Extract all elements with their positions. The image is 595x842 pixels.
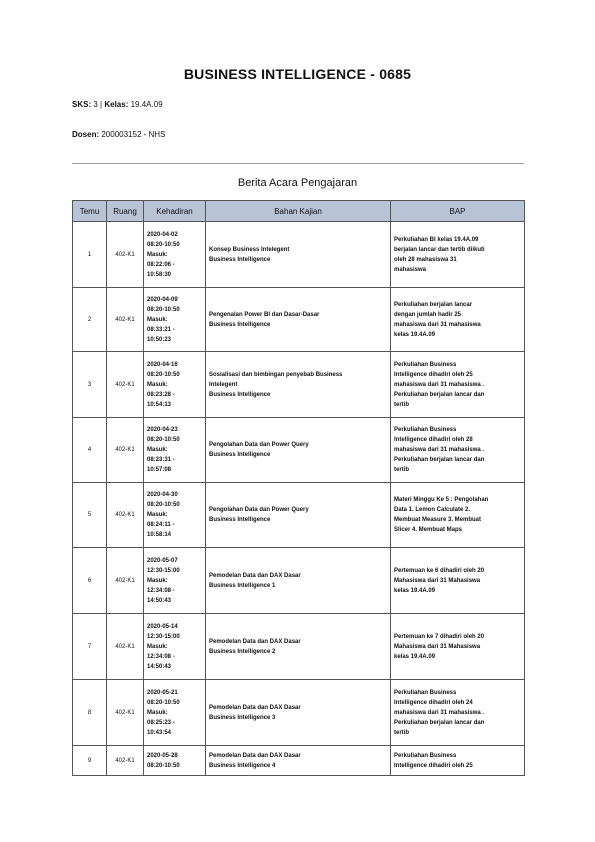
- kehadiran-line: 12:30-15:00: [147, 633, 180, 640]
- bap-line: Mahasiswa dari 31 Mahasiswa: [394, 577, 481, 584]
- page-title: BUSINESS INTELLIGENCE - 0685: [183, 66, 412, 82]
- divider: [72, 163, 524, 164]
- kehadiran-line: Masuk:: [147, 447, 168, 453]
- bap-line: mahasiswa: [394, 266, 427, 273]
- cell-bahan-kajian: [206, 680, 391, 746]
- bap-line: Perkuliahan Business: [394, 427, 457, 433]
- kehadiran-line: Masuk:: [147, 643, 168, 650]
- cell-bahan-kajian: [206, 288, 391, 352]
- bap-line: mahasiswa dari 31 mahasiswa .: [394, 381, 485, 388]
- kehadiran-line: 2020-05-14: [147, 623, 178, 630]
- kehadiran-line: Masuk:: [147, 709, 168, 716]
- separator: |: [100, 100, 103, 109]
- cell-ruang: 402-K1: [107, 222, 144, 288]
- cell-kehadiran: [144, 614, 206, 680]
- bahan-kajian-line: Business Intelligence 2: [209, 648, 276, 655]
- kehadiran-line: 2020-04-09: [147, 296, 178, 303]
- kehadiran-line: 10:50:23: [147, 336, 172, 343]
- cell-bap: [391, 548, 525, 614]
- table-row: [73, 746, 525, 776]
- bahan-kajian-line: Business Intelligence: [209, 391, 271, 398]
- cell-bap: [391, 288, 525, 352]
- cell-bahan-kajian: [206, 614, 391, 680]
- cell-bahan-kajian: [206, 548, 391, 614]
- kehadiran-line: 08:20-10:50: [147, 241, 180, 248]
- bahan-kajian-line: Sosialisasi dan bimbingan penyebab Business: [209, 371, 343, 378]
- cell-bahan-kajian: [206, 418, 391, 483]
- kehadiran-line: 10:58:14: [147, 532, 172, 538]
- cell-kehadiran: [144, 288, 206, 352]
- kehadiran-line: 2020-04-16: [147, 361, 178, 368]
- bahan-kajian-line: Business Intelligence: [209, 517, 271, 523]
- cell-kehadiran: [144, 680, 206, 746]
- bap-line: tertib: [394, 401, 409, 408]
- kehadiran-line: 08:20-10:50: [147, 371, 180, 378]
- bahan-kajian-line: Pemodelan Data dan DAX Dasar: [209, 638, 301, 645]
- bap-line: Intelligence dihadiri oleh 24: [394, 699, 473, 706]
- cell-ruang: 402-K1: [107, 483, 144, 548]
- kehadiran-line: 2020-05-21: [147, 689, 178, 696]
- kehadiran-line: 12:34:08 -: [147, 653, 175, 660]
- header-bahan-kajian: Bahan Kajian: [206, 201, 391, 222]
- table-row: [73, 288, 525, 352]
- cell-temu: 8: [73, 680, 107, 746]
- bahan-kajian-line: Pengolahan Data dan Power Query: [209, 442, 309, 448]
- cell-temu: 2: [73, 288, 107, 352]
- bap-line: kelas 19.4A.09: [394, 331, 436, 338]
- dosen-value: 200003152 - NHS: [101, 130, 166, 139]
- bahan-kajian-line: Pengenalan Power BI dan Dasar-Dasar: [209, 311, 320, 318]
- table-row: [73, 222, 525, 288]
- cell-ruang: 402-K1: [107, 614, 144, 680]
- bahan-kajian-line: Intelegent: [209, 381, 238, 388]
- cell-bahan-kajian: [206, 483, 391, 548]
- cell-ruang: 402-K1: [107, 288, 144, 352]
- kehadiran-line: 08:24:11 -: [147, 522, 175, 528]
- kehadiran-line: 10:57:08: [147, 467, 172, 473]
- kehadiran-line: Masuk:: [147, 512, 168, 518]
- bahan-kajian-line: Konsep Business Intelegent: [209, 246, 290, 253]
- cell-kehadiran: [144, 746, 206, 776]
- kehadiran-line: 10:43:54: [147, 729, 172, 736]
- table-row: [73, 418, 525, 483]
- dosen-label: Dosen:: [72, 130, 100, 139]
- kehadiran-line: 10:54:13: [147, 401, 172, 408]
- bahan-kajian-line: Business Intelligence: [209, 256, 271, 263]
- kehadiran-line: Masuk:: [147, 316, 168, 323]
- header-temu: Temu: [73, 201, 107, 222]
- cell-kehadiran: [144, 352, 206, 418]
- kehadiran-line: 08:20-10:50: [147, 502, 180, 508]
- kehadiran-line: 2020-05-28: [147, 752, 178, 759]
- cell-ruang: 402-K1: [107, 352, 144, 418]
- kehadiran-line: 12:34:08 -: [147, 587, 175, 594]
- kehadiran-line: 08:33:21 -: [147, 326, 175, 333]
- cell-bap: [391, 614, 525, 680]
- cell-ruang: 402-K1: [107, 680, 144, 746]
- cell-bahan-kajian: [206, 352, 391, 418]
- kehadiran-line: 08:22:06 -: [147, 261, 175, 268]
- bap-line: Perkuliahan berjalan lancar: [394, 301, 473, 308]
- bap-line: mahasiswa dari 31 mahasiswa .: [394, 709, 485, 716]
- bahan-kajian-line: Pemodelan Data dan DAX Dasar: [209, 572, 301, 579]
- table-body: [73, 222, 525, 776]
- bap-line: oleh 28 mahasiswa 31: [394, 256, 457, 263]
- bahan-kajian-line: Business Intelligence: [209, 321, 271, 328]
- header-ruang: Ruang: [107, 201, 144, 222]
- cell-kehadiran: [144, 483, 206, 548]
- cell-bap: [391, 222, 525, 288]
- cell-ruang: 402-K1: [107, 418, 144, 483]
- cell-bap: [391, 418, 525, 483]
- header-bap: BAP: [391, 201, 525, 222]
- cell-bap: [391, 483, 525, 548]
- bap-line: kelas 19.4A.09: [394, 587, 436, 594]
- bap-line: tertib: [394, 729, 409, 736]
- kehadiran-line: 2020-04-23: [147, 427, 178, 433]
- cell-bahan-kajian: [206, 222, 391, 288]
- bap-line: Perkuliahan berjalan lancar dan: [394, 457, 485, 463]
- table-header-row: [73, 201, 525, 222]
- kehadiran-line: 08:25:23 -: [147, 719, 175, 726]
- bahan-kajian-line: Pemodelan Data dan DAX Dasar: [209, 752, 301, 759]
- bap-line: tertib: [394, 467, 409, 473]
- bahan-kajian-line: Business Intelligence 3: [209, 714, 276, 721]
- kehadiran-line: 08:23:28 -: [147, 391, 175, 398]
- bahan-kajian-line: Business Intelligence 1: [209, 582, 276, 589]
- kehadiran-line: 12:30-15:00: [147, 567, 180, 574]
- kehadiran-line: 10:58:30: [147, 271, 172, 278]
- kehadiran-line: Masuk:: [147, 381, 168, 388]
- sks-label: SKS:: [72, 100, 92, 109]
- bahan-kajian-line: Business Intelligence: [209, 452, 271, 458]
- bap-line: mahasiswa dari 31 mahasiswa .: [394, 447, 485, 453]
- bap-line: Perkuliahan berjalan lancar dan: [394, 391, 485, 398]
- cell-ruang: 402-K1: [107, 746, 144, 776]
- cell-temu: 5: [73, 483, 107, 548]
- bahan-kajian-line: Pengolahan Data dan Power Query: [209, 507, 309, 513]
- header-kehadiran: Kehadiran: [144, 201, 206, 222]
- bap-line: mahasiswa dari 31 mahasiswa: [394, 321, 481, 328]
- table-row: [73, 548, 525, 614]
- sks-value: 3: [93, 100, 98, 109]
- bap-line: Mahasiswa dari 31 Mahasiswa: [394, 643, 481, 650]
- cell-temu: 7: [73, 614, 107, 680]
- table-row: [73, 352, 525, 418]
- table-row: [73, 614, 525, 680]
- cell-bap: [391, 680, 525, 746]
- bahan-kajian-line: Business Intelligence 4: [209, 762, 276, 769]
- cell-ruang: 402-K1: [107, 548, 144, 614]
- course-info: [72, 100, 163, 109]
- kehadiran-line: 08:23:31 -: [147, 457, 175, 463]
- kelas-label: Kelas:: [104, 100, 129, 109]
- bap-line: Intelligence dihadiri oleh 25: [394, 371, 473, 378]
- kehadiran-line: 2020-04-02: [147, 231, 178, 238]
- kehadiran-line: 14:50:43: [147, 597, 172, 604]
- cell-kehadiran: [144, 548, 206, 614]
- bap-line: kelas 19.4A.09: [394, 653, 436, 660]
- cell-bap: [391, 352, 525, 418]
- kehadiran-line: 08:20-10:50: [147, 699, 180, 706]
- bap-line: Intelligence dihadiri oleh 25: [394, 762, 473, 769]
- kehadiran-line: 08:20-10:50: [147, 762, 180, 769]
- cell-temu: 9: [73, 746, 107, 776]
- kehadiran-line: 2020-04-30: [147, 492, 178, 498]
- kehadiran-line: 08:20-10:50: [147, 306, 180, 313]
- cell-bahan-kajian: [206, 746, 391, 776]
- lecturer-info: [72, 130, 165, 139]
- cell-temu: 4: [73, 418, 107, 483]
- table-row: [73, 483, 525, 548]
- table-row: [73, 680, 525, 746]
- bahan-kajian-line: Pemodelan Data dan DAX Dasar: [209, 704, 301, 711]
- bap-line: Slicer 4. Membuat Maps: [394, 527, 463, 533]
- bap-line: Perkuliahan Business: [394, 361, 457, 368]
- kehadiran-line: 08:20-10:50: [147, 437, 180, 443]
- kehadiran-line: 14:50:43: [147, 663, 172, 670]
- cell-bap: [391, 746, 525, 776]
- cell-temu: 1: [73, 222, 107, 288]
- kehadiran-line: Masuk:: [147, 251, 168, 258]
- kehadiran-line: Masuk:: [147, 577, 168, 584]
- bap-line: Perkuliahan BI kelas 19.4A.09: [394, 236, 479, 243]
- bap-line: Intelligence dihadiri oleh 28: [394, 437, 473, 443]
- bap-line: Pertemuan ke 7 dihadiri oleh 20: [394, 633, 485, 640]
- bap-line: Perkuliahan berjalan lancar dan: [394, 719, 485, 726]
- kelas-value: 19.4A.09: [130, 100, 163, 109]
- kehadiran-line: 2020-05-07: [147, 557, 178, 564]
- bap-line: Perkuliahan Business: [394, 689, 457, 696]
- cell-kehadiran: [144, 418, 206, 483]
- bap-line: dengan jumlah hadir 25: [394, 311, 462, 318]
- bap-table: [72, 200, 525, 776]
- cell-kehadiran: [144, 222, 206, 288]
- cell-temu: 6: [73, 548, 107, 614]
- bap-line: Perkuliahan Business: [394, 752, 457, 759]
- bap-line: Pertemuan ke 6 dihadiri oleh 20: [394, 567, 485, 574]
- bap-line: Data 1. Lemon Calculate 2.: [394, 507, 471, 513]
- bap-line: Materi Minggu Ke 5 : Pengolahan: [394, 497, 489, 503]
- section-title: Berita Acara Pengajaran: [237, 177, 358, 189]
- bap-line: Membuat Measure 3. Membuat: [394, 517, 482, 523]
- cell-temu: 3: [73, 352, 107, 418]
- bap-line: berjalan lancar dan tertib diikuti: [394, 246, 485, 253]
